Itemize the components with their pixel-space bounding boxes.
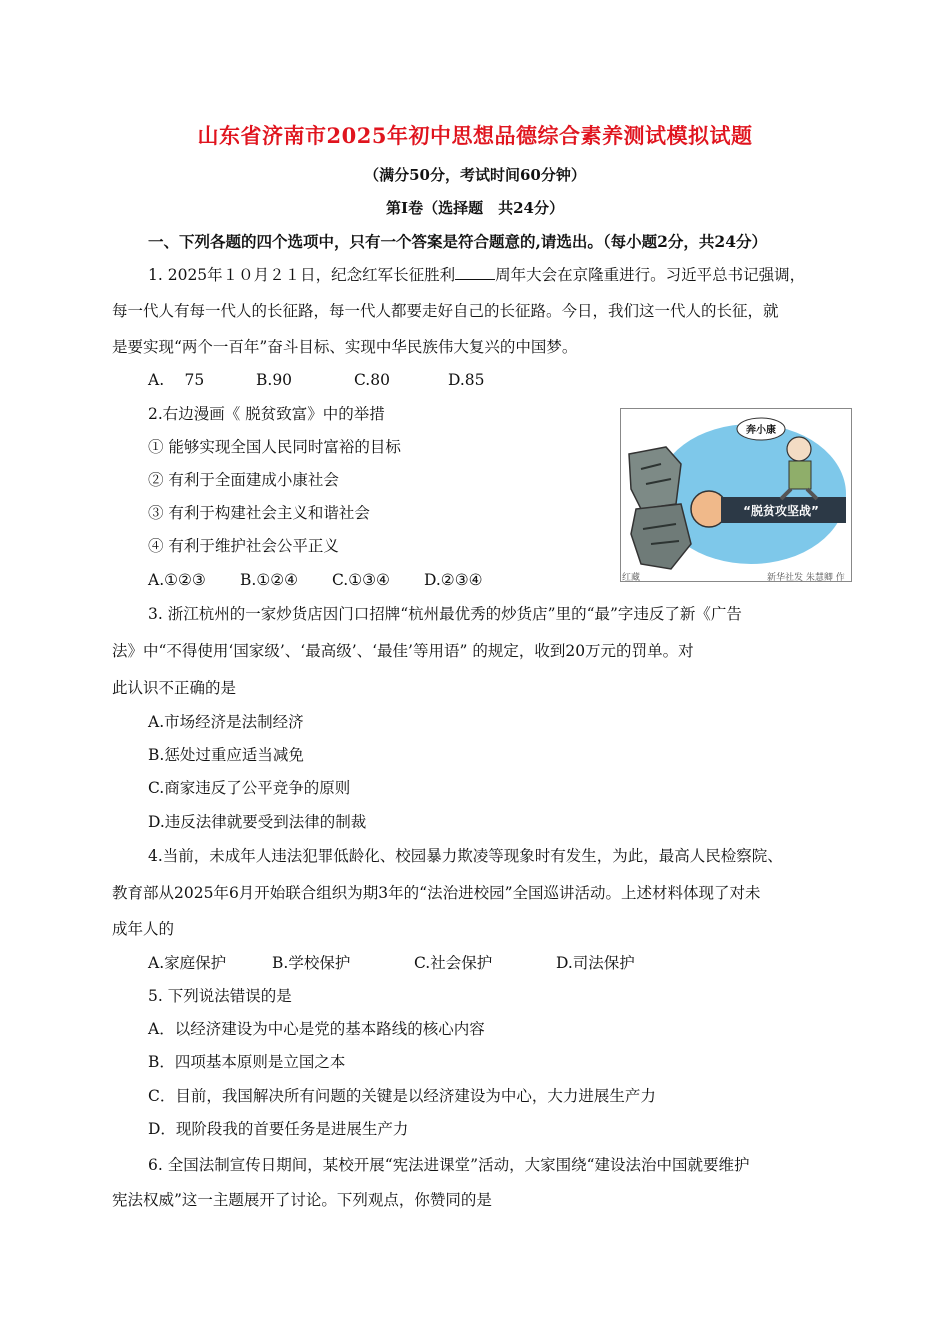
q4-option-a: A.家庭保护 [148,954,227,972]
stone-character-bottom [631,504,691,569]
q1-option-b: B.90 [256,371,293,389]
q5-stem: 5. 下列说法错误的是 [148,987,292,1005]
q1-option-a: A. 75 [148,371,205,389]
q6-line2: 宪法权威”这一主题展开了讨论。下列观点，你赞同的是 [112,1191,492,1209]
q3-line1: 3. 浙江杭州的一家炒货店因门口招牌“杭州最优秀的炒货店”里的“最”字违反了新《广告 [148,605,742,623]
stone-character-top [629,447,681,509]
cartoon-illustration [621,409,851,581]
q3-line2: 法》中“不得使用‘国家级’、‘最高级’、‘最佳’等用语” 的规定，收到20万元的罚单。对 [112,642,694,660]
q4-option-b: B.学校保护 [272,954,351,972]
q5-option-c: C．目前，我国解决所有问题的关键是以经济建设为中心，大力进展生产力 [148,1087,656,1105]
q6-line1: 6. 全国法制宣传日期间，某校开展“宪法进课堂”活动，大家围绕“建设法治中国就要维护 [148,1156,750,1174]
q1-line1 [148,265,805,285]
q1-answer-blank [455,265,495,280]
section-heading: 第Ⅰ卷（选择题 共24分） [386,199,564,217]
exam-title: 山东省济南市2025年初中思想品德综合素养测试模拟试题 [197,123,753,148]
cartoon-caption-right: 新华社发 朱慧卿 作 [767,573,845,583]
instruction: 一、下列各题的四个选项中，只有一个答案是符合题意的,请选出。（每小题2分，共24分） [148,232,768,251]
q1-line3: 是要实现“两个一百年”奋斗目标、实现中华民族伟大复兴的中国梦。 [112,338,578,356]
q2-option-b: B.①②④ [240,571,299,589]
q4-line2: 教育部从2025年6月开始联合组织为期3年的“法治进校园”全国巡讲活动。上述材料体现了对未 [112,884,761,902]
q4-line1: 4.当前，未成年人违法犯罪低龄化、校园暴力欺凌等现象时有发生，为此，最高人民检察院、 [148,847,783,865]
q2-item-1: ① 能够实现全国人民同时富裕的目标 [148,438,401,456]
q2-option-a: A.①②③ [148,571,206,589]
speech-bubble-text: 奔小康 [746,425,776,436]
q4-option-c: C.社会保护 [414,954,493,972]
q2-stem: 2.右边漫画《 脱贫致富》中的举措 [148,405,385,423]
q1-option-c: C.80 [354,371,390,389]
q3-option-d: D.违反法律就要受到法律的制裁 [148,813,367,831]
q1-line1-a: 1. 2025年１０月２１日，纪念红军长征胜利 [148,266,456,284]
banner-text: “脱贫攻坚战” [743,504,819,518]
q2-option-c: C.①③④ [332,571,390,589]
q1-line1-b: 周年大会在京隆重进行。习近平总书记强调， [495,266,806,284]
q1-option-d: D.85 [448,371,485,389]
poverty-cartoon-image [620,408,852,582]
q1-line2: 每一代人有每一代人的长征路，每一代人都要走好自己的长征路。今日，我们这一代人的长征，就 [112,302,779,320]
q3-option-b: B.惩处过重应适当减免 [148,746,304,764]
q5-option-a: A．以经济建设为中心是党的基本路线的核心内容 [148,1020,485,1038]
q2-item-2: ② 有利于全面建成小康社会 [148,471,339,489]
q2-item-4: ④ 有利于维护社会公平正义 [148,537,339,555]
old-man-head [787,437,811,461]
q3-option-a: A.市场经济是法制经济 [148,713,304,731]
q5-option-d: D．现阶段我的首要任务是进展生产力 [148,1120,409,1138]
exam-subtitle: （满分50分，考试时间60分钟） [364,166,586,184]
old-man-body [789,461,811,489]
q5-option-b: B．四项基本原则是立国之本 [148,1053,346,1071]
cartoon-caption-left: 红藏 [622,573,641,583]
q2-option-d: D.②③④ [424,571,483,589]
q3-option-c: C.商家违反了公平竞争的原则 [148,779,351,797]
q3-line3: 此认识不正确的是 [112,679,237,697]
q4-option-d: D.司法保护 [556,954,635,972]
q4-line3: 成年人的 [112,920,175,938]
q2-item-3: ③ 有利于构建社会主义和谐社会 [148,504,370,522]
